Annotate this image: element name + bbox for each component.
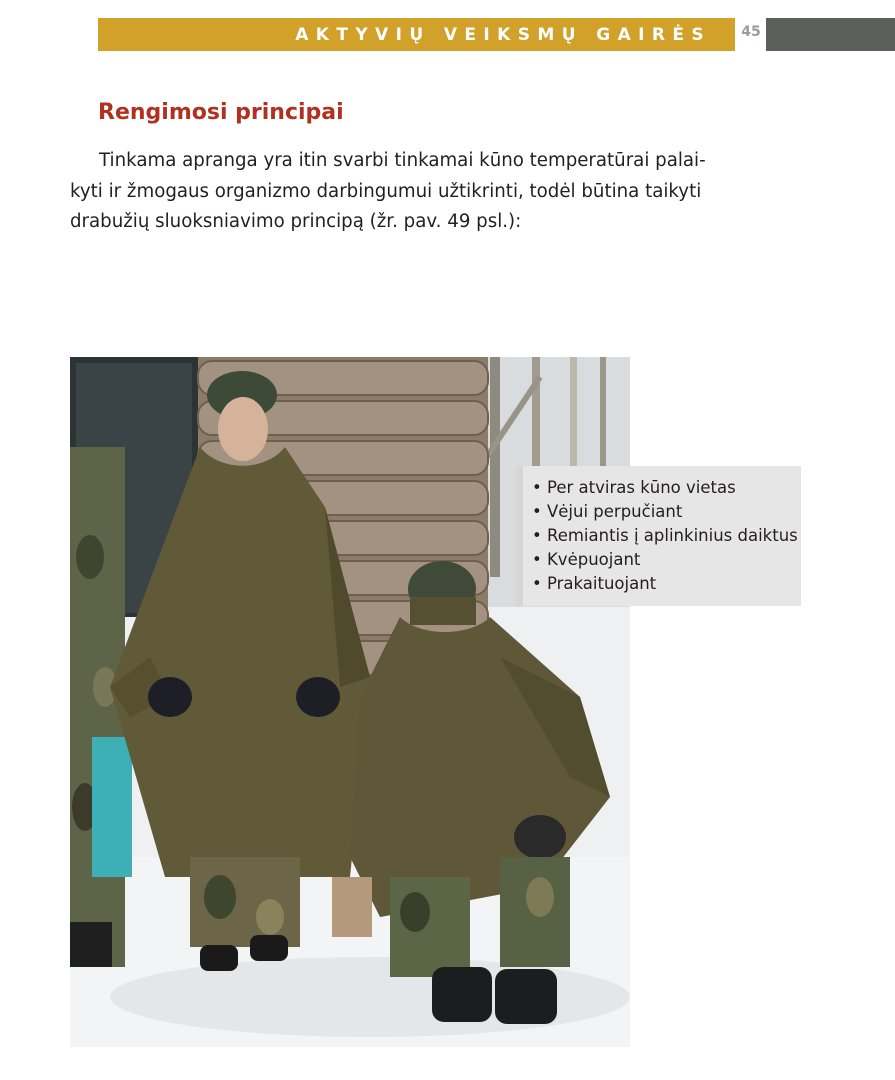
callout-accent-bar <box>516 466 523 606</box>
list-item: • Per atviras kūno vietas <box>532 476 801 500</box>
callout-heat-loss-list <box>516 466 801 606</box>
list-item: • Remiantis į aplinkinius daiktus <box>532 524 801 548</box>
photo-ponchos-in-snow <box>70 357 630 1047</box>
paragraph-line: drabužių sluoksniavimo principą (žr. pav. 49 psl.): <box>70 211 522 232</box>
paragraph-line: kyti ir žmogaus organizmo darbingumui užtikrinti, todėl būtina taikyti <box>70 180 702 202</box>
running-header-band <box>98 18 735 51</box>
callout-list <box>532 476 801 596</box>
header-dark-bar <box>766 18 895 51</box>
list-item: • Prakaituojant <box>532 572 801 596</box>
section-heading: Rengimosi principai <box>98 100 344 125</box>
paragraph-line: Tinkama apranga yra itin svarbi tinkamai kūno temperatūrai palai- <box>99 150 706 171</box>
list-item: • Kvėpuojant <box>532 548 801 572</box>
running-header-title: AKTYVIŲ VEIKSMŲ GAIRĖS <box>295 24 711 45</box>
body-paragraph <box>70 146 750 238</box>
list-item: • Vėjui perpučiant <box>532 500 801 524</box>
page-number: 45 <box>741 24 761 40</box>
